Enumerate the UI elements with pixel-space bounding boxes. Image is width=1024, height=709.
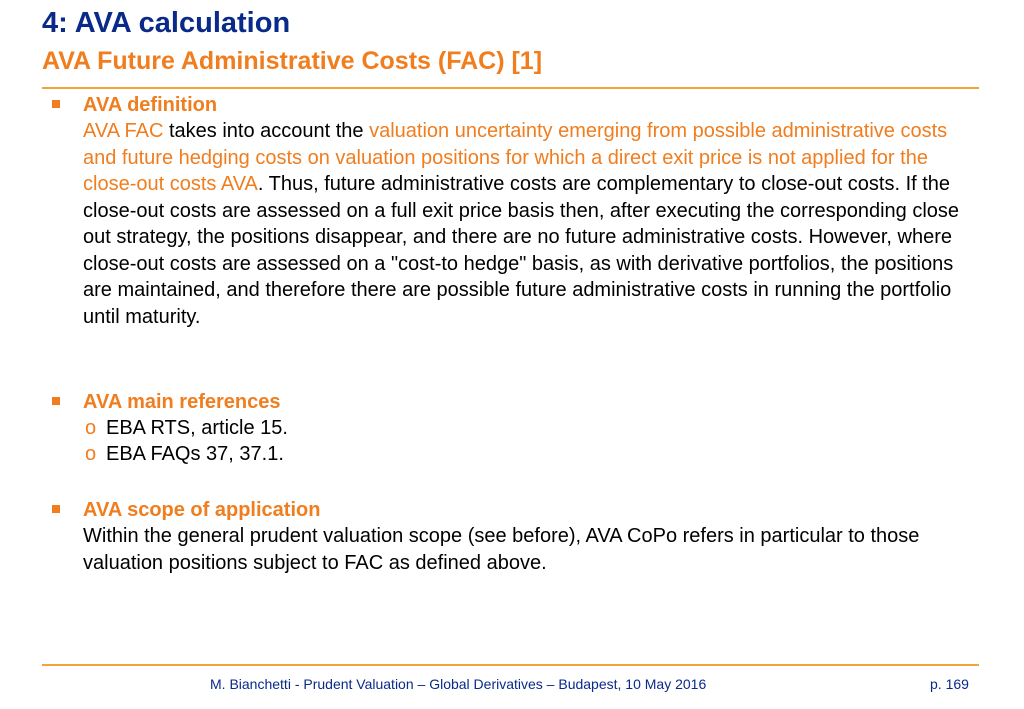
section-references — [52, 389, 982, 467]
page-number: p. 169 — [930, 676, 969, 692]
section-heading-scope: AVA scope of application — [83, 499, 321, 521]
scope-paragraph: Within the general prudent valuation scope (see before), AVA CoPo refers in particular to those valuation positions subject to FAC as defined above. — [83, 525, 920, 574]
definition-text-2: . Thus, future administrative costs are complementary to close-out costs. If the close-out costs are assessed on a full exit price basis then, after executing the corresponding close out strategy, the positions disappear, and there are no future administrative costs. However, where close-out costs are assessed on a "cost-to hedge" basis, as with derivative portfolios, the positions are maintained, and therefore there are possible future administrative costs in running the portfolio until maturity. — [83, 173, 960, 328]
footer-text: M. Bianchetti - Prudent Valuation – Global Derivatives – Budapest, 10 May 2016 — [210, 676, 707, 692]
header-divider — [42, 87, 979, 89]
footer-divider — [42, 664, 979, 666]
section-scope — [52, 497, 982, 576]
reference-text: EBA FAQs 37, 37.1. — [106, 443, 284, 465]
references-list — [83, 415, 982, 467]
section-heading-definition: AVA definition — [83, 94, 218, 116]
list-item — [83, 415, 982, 441]
definition-highlight: valuation uncertainty emerging from possible administrative costs and future hedging costs on valuation positions for which a direct exit price is not applied for the close-out costs AVA — [83, 120, 948, 195]
square-bullet-icon — [52, 397, 60, 405]
slide-title: 4: AVA calculation — [42, 7, 291, 39]
circle-bullet-icon: o — [85, 417, 97, 439]
definition-term: AVA FAC — [83, 120, 164, 142]
section-definition — [52, 92, 982, 330]
section-heading-references: AVA main references — [83, 391, 281, 413]
square-bullet-icon — [52, 505, 60, 513]
circle-bullet-icon: o — [85, 443, 97, 465]
definition-paragraph — [83, 118, 982, 330]
slide-subtitle: AVA Future Administrative Costs (FAC) [1] — [42, 47, 543, 75]
square-bullet-icon — [52, 100, 60, 108]
reference-text: EBA RTS, article 15. — [106, 417, 288, 439]
definition-text-1: takes into account the — [163, 120, 370, 142]
list-item — [83, 441, 982, 467]
